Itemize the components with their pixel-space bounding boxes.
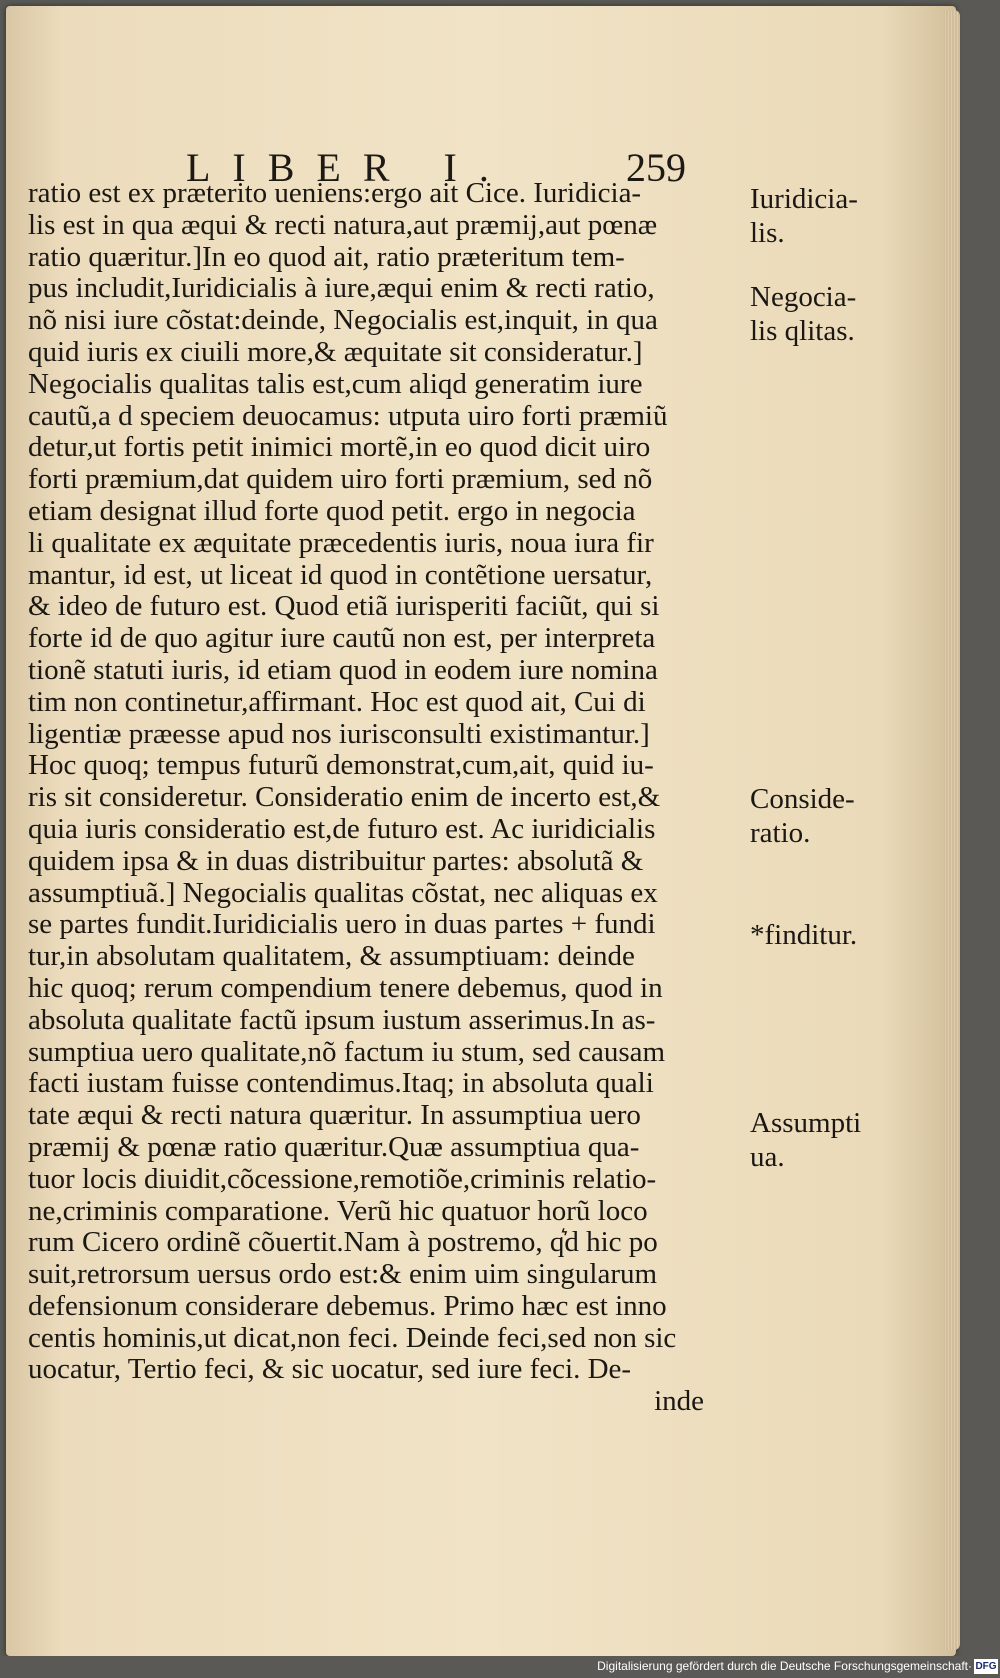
text-line: hic quoq; rerum compendium tenere debemus, quod in [28, 971, 663, 1004]
text-line: & ideo de futuro est. Quod etiã iurisperiti faciũt, qui si [28, 590, 660, 623]
dfg-logo: DFG [975, 1661, 997, 1672]
text-line: se partes fundit.Iuridicialis uero in duas partes + fundi [28, 908, 656, 941]
text-line: etiam designat illud forte quod petit. ergo in negocia [28, 494, 636, 527]
text-line: mantur, id est, ut liceat id quod in contẽtione uersatur, [28, 558, 653, 591]
text-line: Hoc quoq; tempus futurũ demonstrat,cum,ait, quid iu- [28, 749, 654, 782]
text-line: detur,ut fortis petit inimici mortẽ,in eo quod dicit uiro [28, 431, 651, 464]
funding-credit: Digitalisierung gefördert durch die Deutsche Forschungsgemeinschaft· [597, 1659, 972, 1673]
text-line: tuor locis diuidit,cõcessione,remotiõe,criminis relatio- [28, 1162, 657, 1195]
text-line: forti præmium,dat quidem uiro forti præmium, sed nõ [28, 463, 653, 496]
body-text [28, 178, 744, 1418]
text-line: lis est in qua æqui & recti natura,aut præmij,aut pœnæ [28, 208, 658, 241]
text-line: ratio quæritur.]In eo quod ait, ratio præteritum tem- [28, 240, 625, 273]
footer-bar [0, 1656, 1000, 1678]
text-line: suit,retrorsum uersus ordo est:& enim uim singularum [28, 1258, 658, 1291]
text-line: assumptiuã.] Negocialis qualitas cõstat, nec aliquas ex [28, 876, 658, 909]
running-head: LIBER I. [186, 145, 511, 190]
text-line: tim non continetur,affirmant. Hoc est quod ait, Cui di [28, 685, 646, 718]
text-line: ratio est ex præterito ueniens:ergo ait Cice. Iuridicia- [28, 177, 642, 209]
text-line: uocatur, Tertio feci, & sic uocatur, sed iure feci. De- [28, 1353, 632, 1386]
margin-note-line: lis. [750, 217, 785, 249]
text-line: tionẽ statuti iuris, id etiam quod in eodem iure nomina [28, 653, 658, 686]
text-line: inde [654, 1385, 704, 1418]
text-line: quidem ipsa & in duas distribuitur partes: absolutã & [28, 844, 644, 877]
margin-note-line: *finditur. [750, 919, 858, 951]
text-line: centis hominis,ut dicat,non feci. Deinde feci,sed non sic [28, 1321, 677, 1354]
margin-note-line: lis qlitas. [750, 315, 855, 347]
margin-note-assumptiua [750, 1106, 930, 1174]
text-line: defensionum considerare debemus. Primo hæc est inno [28, 1289, 667, 1322]
text-line: quid iuris ex ciuili more,& æquitate sit consideratur.] [28, 335, 643, 368]
margin-note-iuridicialis [750, 182, 930, 250]
text-line: ne,criminis comparatione. Verũ hic quatuor horũ loco [28, 1194, 648, 1227]
text-line: quia iuris consideratio est,de futuro est. Ac iuridicialis [28, 812, 656, 845]
margin-note-negocialis [750, 280, 930, 348]
page-edge [944, 10, 960, 1650]
text-line: cautũ,a d speciem deuocamus: utputa uiro forti præmiũ [28, 399, 668, 432]
margin-note-line: Assumpti [750, 1107, 862, 1139]
text-line: ligentiæ præesse apud nos iurisconsulti existimantur.] [28, 717, 650, 750]
text-line: li qualitate ex æquitate præcedentis iuris, noua iura fir [28, 526, 654, 559]
margin-note-line: ratio. [750, 817, 811, 849]
text-line: facti iustam fuisse contendimus.Itaq; in absoluta quali [28, 1067, 654, 1100]
text-line: Negocialis qualitas talis est,cum aliqd generatim iure [28, 367, 643, 400]
text-line: rum Cicero ordinẽ cõuertit.Nam à postremo, q͛d hic po [28, 1226, 658, 1259]
margin-note-consideratio [750, 782, 930, 850]
page-number: 259 [626, 145, 686, 190]
margin-note-line: Negocia- [750, 281, 857, 313]
text-line: tate æqui & recti natura quæritur. In assumptiua uero [28, 1099, 641, 1132]
margin-note-finditur [750, 918, 930, 952]
margin-note-line: ua. [750, 1141, 785, 1173]
text-line: sumptiua uero qualitate,nõ factum iu stum, sed causam [28, 1035, 666, 1068]
text-line: tur,in absolutam qualitatem, & assumptiuam: deinde [28, 940, 635, 973]
book-page [6, 6, 956, 1656]
text-line: præmij & pœnæ ratio quæritur.Quæ assumptiua qua- [28, 1130, 640, 1163]
text-line: pus includit,Iuridicialis à iure,æqui enim & recti ratio, [28, 272, 655, 305]
text-line: nõ nisi iure cõstat:deinde, Negocialis est,inquit, in qua [28, 304, 658, 337]
text-line: forte id de quo agitur iure cautũ non est, per interpreta [28, 622, 656, 655]
margin-note-line: Iuridicia- [750, 183, 858, 215]
text-line: absoluta qualitate factũ ipsum iustum asserimus.In as- [28, 1003, 656, 1036]
text-line: ris sit consideretur. Consideratio enim de incerto est,& [28, 781, 661, 814]
margin-note-line: Conside- [750, 783, 855, 815]
